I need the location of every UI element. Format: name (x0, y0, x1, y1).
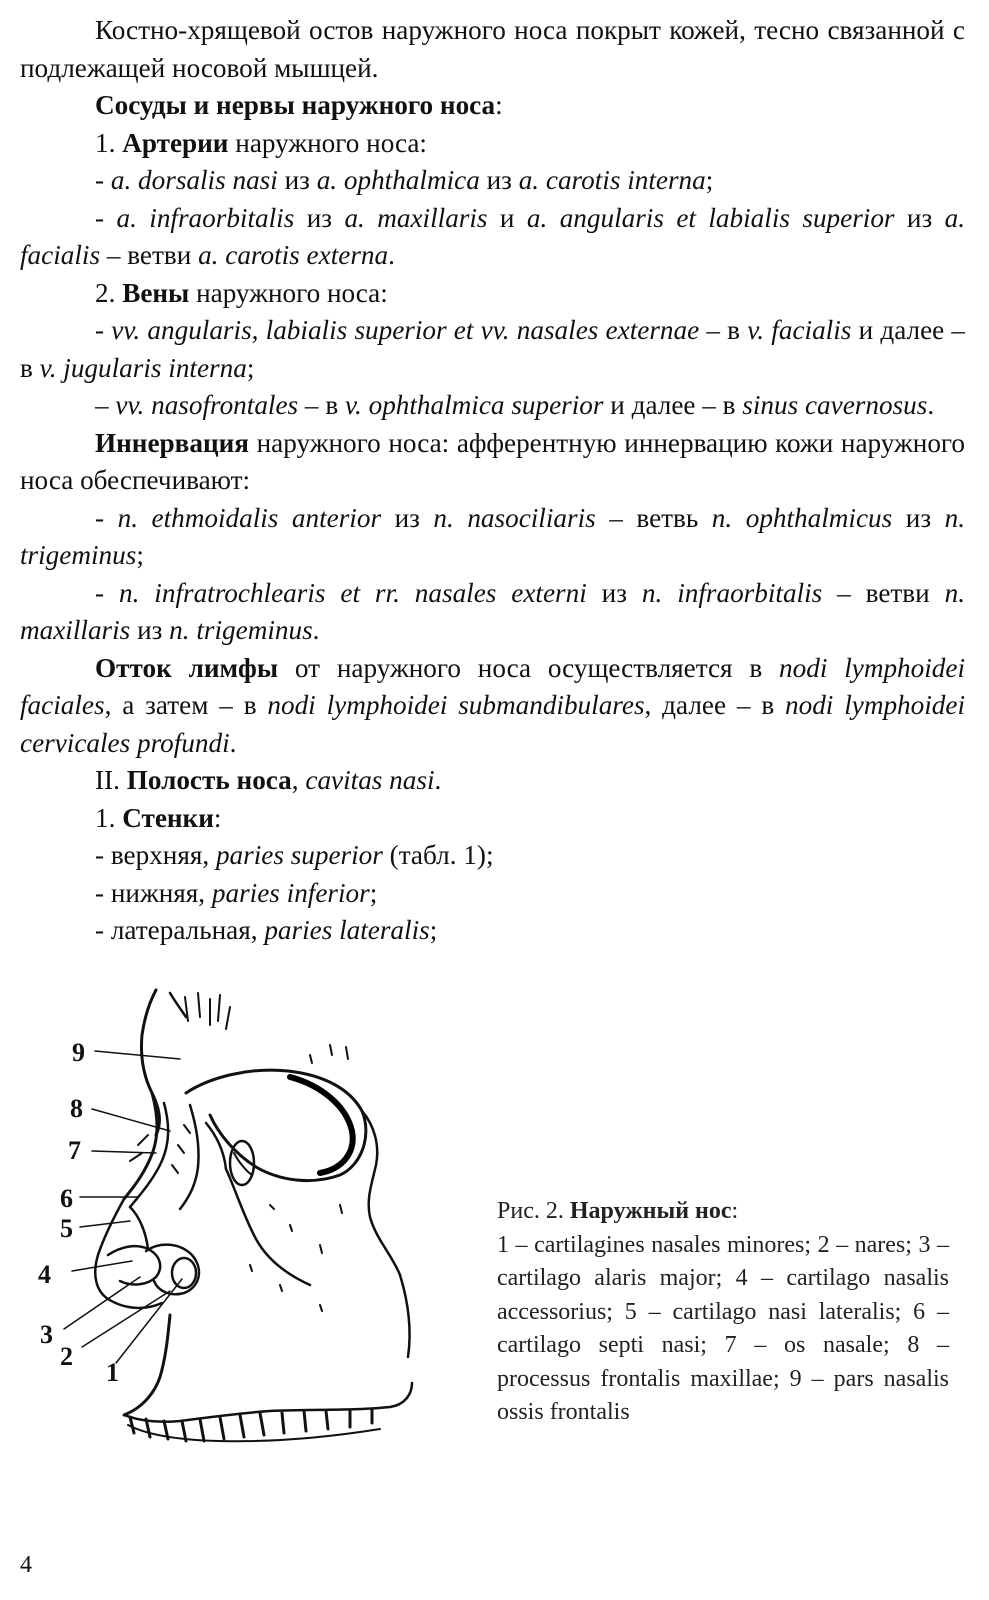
list-item (20, 312, 965, 387)
latin-term: a. ophthalmica (316, 165, 480, 195)
text-run: из (130, 615, 170, 645)
text-run: из (479, 165, 519, 195)
list-heading (20, 275, 965, 313)
latin-term: cavitas nasi (305, 765, 435, 795)
figure-label-2: 2 (60, 1342, 73, 1371)
text-run: Костно-хрящевой остов наружного носа покрыт кожей, тесно связанной с подлежащей носовой мышцей. (20, 15, 965, 83)
latin-term: a. maxillaris (344, 202, 488, 233)
list-item (20, 912, 965, 950)
caption-colon: : (731, 1198, 739, 1224)
text-run: из (892, 502, 945, 533)
latin-term: vv. angularis, labialis superior et vv. nasales externae (111, 315, 700, 345)
latin-term: v. ophthalmica superior (344, 390, 604, 420)
latin-term: n. infratrochlearis et rr. nasales externi (118, 577, 587, 608)
latin-term: n. nasociliaris (433, 502, 596, 533)
text-run: – (95, 390, 116, 420)
latin-term: paries superior (215, 840, 383, 870)
latin-term: v. jugularis interna (39, 352, 247, 383)
text-run: из (381, 502, 434, 533)
latin-term: n. trigeminus (169, 615, 313, 645)
text-run: . (434, 765, 442, 795)
list-item (20, 200, 965, 275)
latin-term: a. infraorbitalis (116, 202, 295, 233)
text-run: - нижняя, (95, 877, 212, 908)
bold-term: Полость носа (126, 765, 292, 795)
paragraph (20, 425, 965, 500)
page-number: 4 (20, 1552, 32, 1578)
list-item (20, 500, 965, 575)
latin-term: nodi lymphoidei faciales (20, 652, 966, 720)
text-run: . (388, 240, 395, 270)
text-run: наружного носа: (228, 127, 427, 158)
list-item (20, 162, 965, 200)
latin-term: paries inferior (211, 877, 370, 908)
latin-term: nodi lymphoidei cervicales profundi (20, 690, 966, 758)
text-run: от наружного носа осуществляется в (278, 652, 780, 683)
latin-term: n. ophthalmicus (711, 502, 893, 533)
text-run: и далее – в (603, 390, 743, 420)
text-run: , а затем – в (104, 690, 268, 720)
paragraph (20, 12, 965, 87)
text-run: - верхняя, (95, 840, 216, 870)
text-run: из (894, 202, 945, 233)
text-run: из (277, 165, 317, 195)
latin-term: a. facialis (20, 202, 966, 270)
text-run: и далее – в (20, 315, 966, 383)
latin-term: n. trigeminus (20, 502, 965, 570)
latin-term: sinus cavernosus (742, 390, 928, 420)
body-text (20, 12, 965, 950)
text-run: - (95, 502, 118, 533)
figure-label-7: 7 (68, 1136, 81, 1165)
figure-label-9: 9 (72, 1038, 85, 1067)
text-run: из (294, 202, 345, 233)
text-run: ; (369, 877, 378, 908)
skull-drawing (20, 985, 480, 1455)
text-run: - (95, 165, 111, 195)
text-run: из (586, 577, 642, 608)
list-heading (20, 800, 965, 838)
text-run: , (291, 765, 306, 795)
list-heading (20, 125, 965, 163)
latin-term: a. dorsalis nasi (110, 165, 278, 195)
text-run: 1. (95, 127, 123, 158)
text-run: ; (429, 915, 438, 945)
list-item (20, 875, 965, 913)
text-run: - (95, 315, 112, 345)
bold-term: Отток лимфы (95, 652, 279, 683)
paragraph (20, 650, 965, 763)
latin-term: a. carotis interna (518, 165, 706, 195)
text-run: : (495, 90, 503, 120)
figure-label-6: 6 (60, 1184, 73, 1213)
text-run: наружного носа: афферентную иннервацию кожи наружного носа обеспечивают: (20, 427, 965, 495)
figure-label-8: 8 (70, 1094, 83, 1123)
bold-term: Иннервация (95, 427, 249, 458)
caption-prefix: Рис. 2. (497, 1198, 570, 1224)
text-run: - (95, 577, 119, 608)
text-run: ; (136, 540, 144, 570)
text-run: . (312, 615, 320, 645)
text-run: : (213, 802, 222, 833)
caption-title: Наружный нос (569, 1198, 732, 1224)
latin-term: n. maxillaris (20, 577, 966, 645)
text-run: - латеральная, (95, 915, 265, 945)
text-run: – ветви (822, 577, 945, 608)
figure-label-4: 4 (38, 1260, 51, 1289)
caption-legend: 1 – cartilagines nasales minores; 2 – nares; 3 – cartilago alaris major; 4 – cartilago nasalis accessorius; 5 – cartilago nasi lateralis; 6 – cartilago septi nasi; 7 – os nasale; 8 – processus frontalis maxillae; 9 – pars nasalis ossis frontalis (497, 1231, 949, 1425)
latin-term: a. angularis et labialis superior (526, 202, 895, 233)
text-run: . (229, 727, 237, 758)
caption-text (497, 1195, 949, 1430)
latin-term: n. ethmoidalis anterior (117, 502, 382, 533)
text-run: – ветви (100, 240, 199, 270)
latin-term: paries lateralis (264, 915, 430, 945)
bold-term: Стенки (122, 802, 214, 833)
text-run: – в (699, 315, 748, 345)
latin-term: a. carotis externa (198, 240, 389, 270)
text-run: и (487, 202, 527, 233)
latin-term: nodi lymphoidei submandibulares (267, 690, 645, 720)
nose-skull-illustration (20, 985, 480, 1455)
text-run: , далее – в (644, 690, 786, 720)
text-run: – ветвь (595, 502, 712, 533)
text-run: II. (95, 765, 127, 795)
text-run: 2. (95, 277, 123, 308)
text-run: (табл. 1); (382, 840, 494, 870)
figure-label-5: 5 (60, 1214, 73, 1243)
figure-label-1: 1 (106, 1358, 119, 1387)
latin-term: v. facialis (747, 315, 852, 345)
figure-caption (497, 1195, 949, 1430)
text-run: - (95, 202, 117, 233)
bold-term: Вены (122, 277, 190, 308)
text-run: ; (246, 352, 255, 383)
list-item (20, 575, 965, 650)
text-run: наружного носа: (189, 277, 388, 308)
list-item (20, 837, 965, 875)
bold-term: Артерии (122, 127, 229, 158)
text-run: – в (298, 390, 345, 420)
text-run: ; (705, 165, 714, 195)
text-run: 1. (95, 802, 123, 833)
latin-term: vv. nasofrontales (115, 390, 299, 420)
list-item (20, 387, 965, 425)
text-run: . (927, 390, 935, 420)
latin-term: n. infraorbitalis (641, 577, 823, 608)
bold-term: Сосуды и нервы наружного носа (95, 90, 496, 120)
figure-label-3: 3 (40, 1320, 53, 1349)
section-heading (20, 87, 965, 125)
section-heading (20, 762, 965, 800)
